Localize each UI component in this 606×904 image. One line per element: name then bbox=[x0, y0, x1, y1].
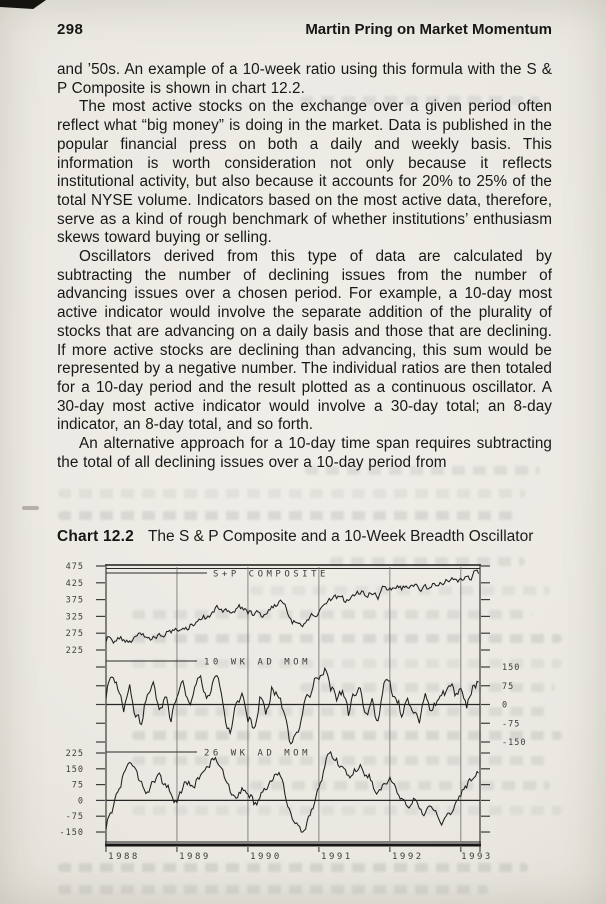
paragraph-1: and ’50s. An example of a 10-week ratio using this formula with the S & P Composite is shown in chart 12.2. bbox=[57, 61, 552, 97]
paragraph-4: An alternative approach for a 10-day time span requires subtracting the total of all declining issues over a 10-day period from bbox=[57, 435, 552, 471]
y-tick-label: -75 bbox=[65, 812, 84, 823]
y-tick-label: 375 bbox=[65, 595, 84, 606]
y-tick-label: 75 bbox=[502, 681, 515, 692]
x-tick-label: 1988 bbox=[108, 852, 140, 862]
panel-title: S+P COMPOSITE bbox=[213, 569, 329, 580]
paragraph-3: Oscillators derived from this type of data are calculated by subtracting the number of declining issues from the number of advancing issues over a chosen period. For example, a 10-day most active indicator would involve the separate addition of the plurality of stocks that are advancing on a daily basis and those that are declining. If more active stocks are declining than advancing, this sum would be represented by a negative number. The individual ratios are then totaled for a 10-day period and the result plotted as a continuous oscillator. A 30-day most active indicator would involve a 30-day total; an 8-day indicator, an 8-day total, and so forth. bbox=[57, 248, 552, 434]
paragraph-2: The most active stocks on the exchange over a given period often reflect what “big money” is doing in the market. Data is published in the popular financial press on both a daily and weekly basis. This information is worth consideration not only because it reflects institutional activity, but also because it accounts for 20% to 25% of the total NYSE volume. Indicators based on the most active data, therefore, serve as a kind of rough benchmark of whether institutions’ enthusiasm skews toward buying or selling. bbox=[57, 98, 552, 247]
y-tick-label: 225 bbox=[65, 749, 84, 759]
y-tick-label: 275 bbox=[65, 629, 84, 640]
figure-label: Chart 12.2 bbox=[57, 528, 134, 545]
y-tick-label: 225 bbox=[65, 646, 84, 656]
x-tick-label: 1993 bbox=[461, 852, 493, 862]
x-tick-label: 1990 bbox=[250, 852, 282, 862]
y-tick-label: 325 bbox=[65, 612, 84, 623]
y-tick-label: 425 bbox=[65, 578, 84, 589]
y-tick-label: 75 bbox=[71, 780, 84, 791]
y-tick-label: 150 bbox=[502, 663, 521, 673]
y-tick-label: 475 bbox=[65, 562, 84, 572]
x-tick-label: 1989 bbox=[179, 852, 211, 862]
x-tick-label: 1991 bbox=[321, 852, 353, 862]
y-tick-label: 150 bbox=[65, 764, 84, 775]
y-tick-label: -150 bbox=[502, 738, 527, 748]
page-number: 298 bbox=[57, 21, 84, 38]
figure-title: The S & P Composite and a 10-Week Breadth Oscillator bbox=[147, 528, 534, 545]
y-tick-label: -150 bbox=[59, 828, 84, 839]
series-line bbox=[106, 570, 479, 643]
running-head: Martin Pring on Market Momentum bbox=[305, 21, 552, 38]
y-tick-label: -75 bbox=[502, 719, 521, 730]
series-line bbox=[106, 668, 479, 744]
y-tick-label: 0 bbox=[77, 796, 84, 807]
series-line bbox=[106, 752, 479, 832]
x-tick-label: 1992 bbox=[392, 852, 424, 862]
panel-title: 10 WK AD MOM bbox=[204, 657, 312, 668]
panel-title: 26 WK AD MOM bbox=[204, 748, 312, 759]
y-tick-label: 0 bbox=[502, 700, 509, 711]
